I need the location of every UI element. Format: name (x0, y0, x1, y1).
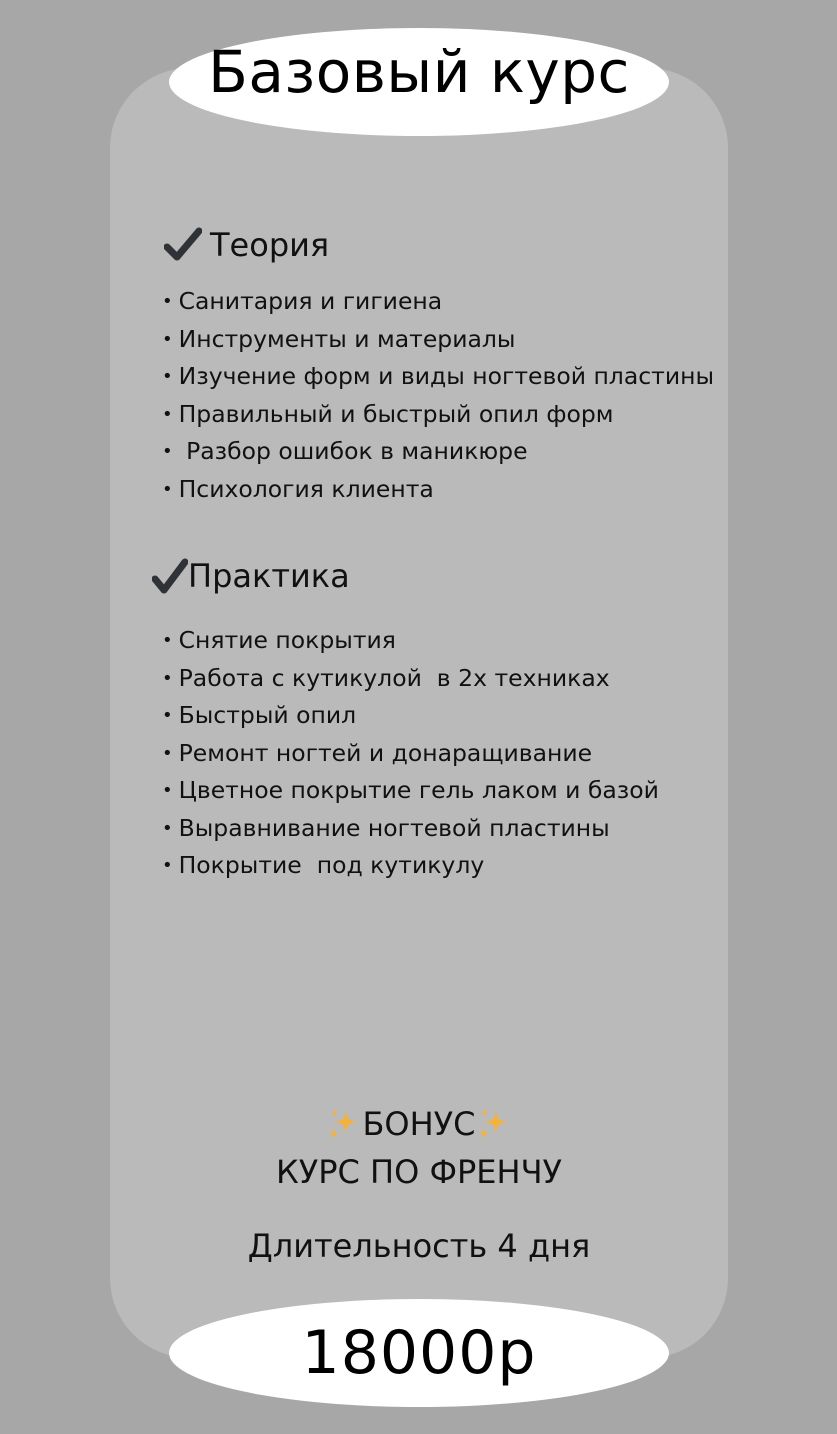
bonus-title (110, 1104, 728, 1144)
list-item: • Изучение форм и виды ногтевой пластины (162, 359, 714, 397)
list-item: • Работа с кутикулой в 2х техниках (162, 661, 659, 699)
theory-list (162, 284, 714, 509)
checkmark-icon (164, 227, 202, 263)
list-item: • Цветное покрытие гель лаком и базой (162, 773, 659, 811)
sparkles-icon (326, 1106, 362, 1142)
list-item: • Выравнивание ногтевой пластины (162, 811, 659, 849)
list-item: • Ремонт ногтей и донаращивание (162, 736, 659, 774)
list-item: • Покрытие под кутикулу (162, 848, 659, 886)
checkmark-icon (152, 557, 188, 595)
list-item: • Разбор ошибок в маникюре (162, 434, 714, 472)
list-item: • Быстрый опил (162, 698, 659, 736)
list-item: • Психология клиента (162, 472, 714, 510)
list-item: • Снятие покрытия (162, 623, 659, 661)
practice-heading (152, 557, 350, 595)
bonus-description: КУРС ПО ФРЕНЧУ (275, 1153, 562, 1191)
bonus-label: БОНУС (362, 1105, 476, 1143)
practice-heading-label: Практика (188, 557, 350, 595)
course-duration: Длительность 4 дня (247, 1227, 591, 1265)
sparkles-icon (476, 1106, 512, 1142)
list-item: • Инструменты и материалы (162, 322, 714, 360)
list-item: • Санитария и гигиена (162, 284, 714, 322)
theory-heading (164, 226, 329, 264)
list-item: • Правильный и быстрый опил форм (162, 397, 714, 435)
course-title: Базовый курс (208, 38, 630, 106)
practice-list (162, 623, 659, 886)
theory-heading-label: Теория (210, 226, 330, 264)
price-pill (169, 1299, 669, 1407)
course-price: 18000р (301, 1318, 537, 1388)
title-pill (169, 28, 669, 136)
